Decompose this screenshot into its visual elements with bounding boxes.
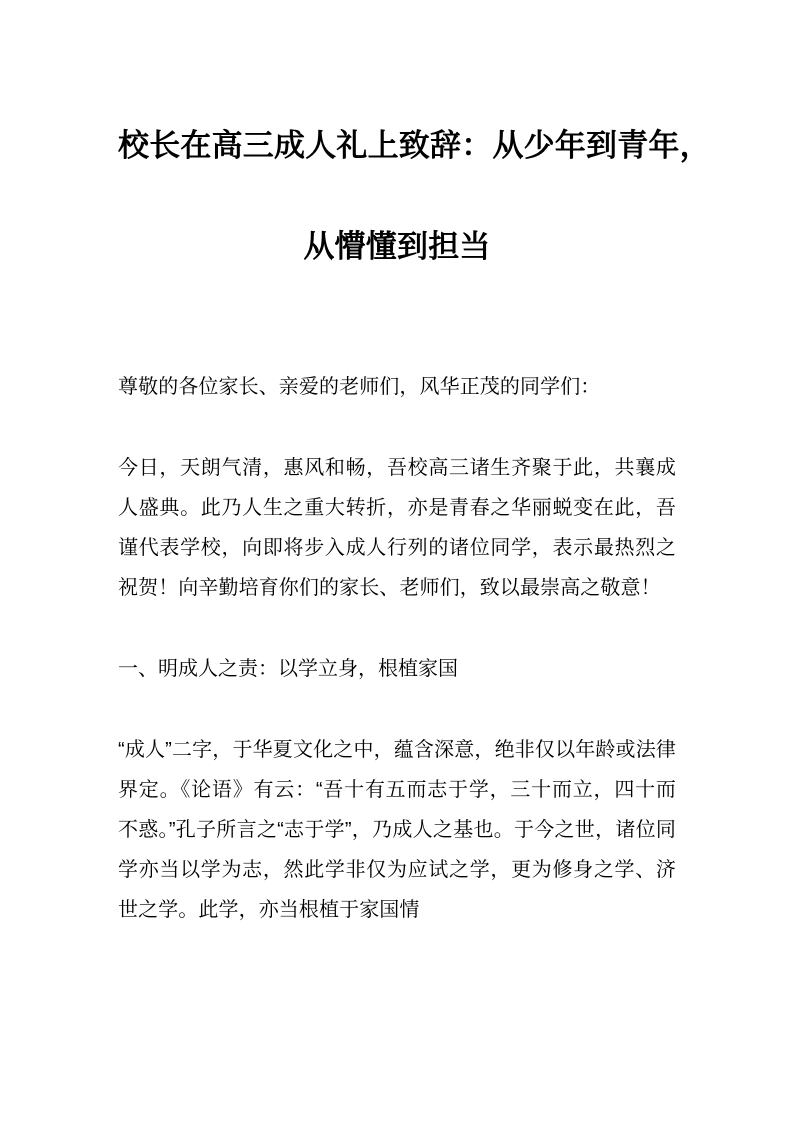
document-title-line-1: 校长在高三成人礼上致辞：从少年到青年， [118,128,711,163]
body-paragraph-2: “成人”二字，于华夏文化之中，蕴含深意，绝非仅以年龄或法律界定。《论语》有云：“吾十有五而志于学，三十而立，四十而不惑。”孔子所言之“志于学”，乃成人之基也。于今之世，诸位同学亦当以学为志，然此学非仅为应试之学，更为修身之学、济世之学。此学，亦当根植于家国情 [118,739,676,921]
document-title [118,0,711,275]
body-paragraph-1: 今日，天朗气清，惠风和畅，吾校高三诸生齐聚于此，共襄成人盛典。此乃人生之重大转折，亦是青春之华丽蜕变在此，吾谨代表学校，向即将步入成人行列的诸位同学，表示最热烈之祝贺！向辛勤培育你们的家长、老师们，致以最崇高之敬意！ [118,457,676,599]
salutation-paragraph: 尊敬的各位家长、亲爱的老师们，风华正茂的同学们： [118,376,601,398]
document-content-column [118,0,711,930]
document-title-line-2: 从懵懂到担当 [303,229,491,264]
section-heading-1: 一、明成人之责：以学立身，根植家国 [118,658,458,680]
